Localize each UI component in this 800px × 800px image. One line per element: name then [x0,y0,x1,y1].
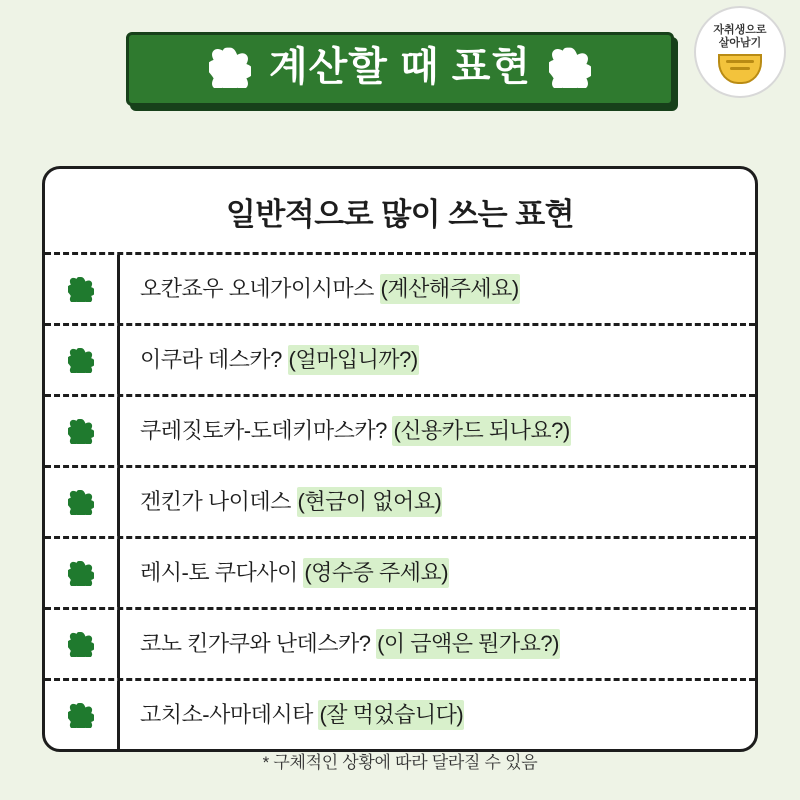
phrase-list [45,252,755,749]
row-text [120,539,755,607]
row-text [120,468,755,536]
star-icon [209,46,251,88]
ramen-bowl-icon [718,54,762,84]
phrase-text: 고치소-사마데시타 [140,701,313,727]
star-icon [68,702,94,728]
star-icon [68,276,94,302]
phrase-meaning: (영수증 주세요) [303,558,449,589]
row-bullet [45,255,120,323]
phrase-text: 오칸죠우 오네가이시마스 [140,275,374,301]
badge-line-1: 자취생으로 [713,24,767,37]
star-icon [68,631,94,657]
list-item [45,255,755,326]
phrase-meaning: (얼마입니까?) [288,345,419,376]
phrase-meaning: (계산해주세요) [380,274,520,305]
title-banner [126,32,674,106]
list-item [45,610,755,681]
list-item [45,326,755,397]
phrase-meaning: (현금이 없어요) [297,487,443,518]
row-bullet [45,610,120,678]
footnote: * 구체적인 상황에 따라 달라질 수 있음 [262,753,538,772]
row-text [120,326,755,394]
row-bullet [45,681,120,749]
phrase-text: 코노 킨가쿠와 난데스카? [140,630,371,656]
list-item [45,681,755,749]
row-bullet [45,397,120,465]
list-item [45,397,755,468]
row-text [120,681,755,749]
page-title: 계산할 때 표현 [268,45,532,89]
header [0,32,800,106]
phrase-meaning: (신용카드 되나요?) [392,416,570,447]
phrase-text: 쿠레짓토카-도데키마스카? [140,417,387,443]
phrase-meaning: (잘 먹었습니다) [318,700,464,731]
badge-line-2: 살아남기 [718,37,762,49]
row-bullet [45,326,120,394]
phrase-text: 겐킨가 나이데스 [140,488,291,514]
star-icon [549,46,591,88]
phrase-text: 이쿠라 데스카? [140,346,282,372]
star-icon [68,560,94,586]
row-text [120,397,755,465]
row-text [120,255,755,323]
phrase-card [42,166,758,752]
star-icon [68,418,94,444]
list-item [45,468,755,539]
row-bullet [45,468,120,536]
row-bullet [45,539,120,607]
phrase-meaning: (이 금액은 뭔가요?) [376,629,560,660]
row-text [120,610,755,678]
star-icon [68,489,94,515]
list-item [45,539,755,610]
card-title: 일반적으로 많이 쓰는 표현 [225,197,575,232]
star-icon [68,347,94,373]
phrase-text: 레시-토 쿠다사이 [140,559,298,585]
brand-badge [694,6,786,98]
